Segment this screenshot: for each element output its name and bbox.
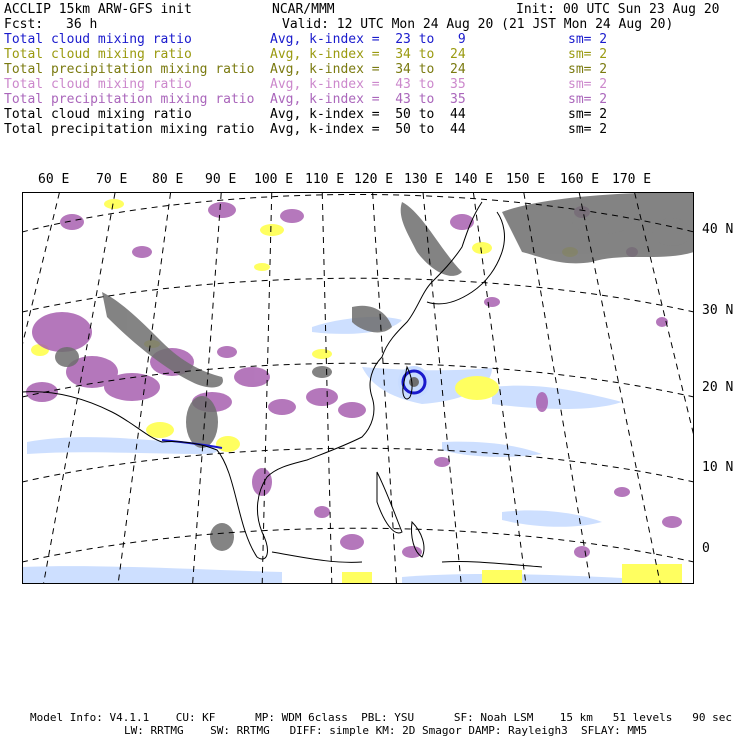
legend-avg: Avg, k-index = 34 to 24 — [270, 62, 466, 77]
legend-smoothing: sm= 2 — [568, 62, 608, 77]
legend-avg: Avg, k-index = 50 to 44 — [270, 107, 466, 122]
legend-smoothing: sm= 2 — [568, 107, 608, 122]
lon-label: 80 E — [152, 172, 184, 187]
legend-avg: Avg, k-index = 34 to 24 — [270, 47, 466, 62]
legend-name: Total cloud mixing ratio — [4, 47, 192, 62]
lat-label: 0 — [702, 541, 710, 556]
valid-time: Valid: 12 UTC Mon 24 Aug 20 (21 JST Mon 24 Aug 20) — [282, 17, 674, 32]
legend-name: Total cloud mixing ratio — [4, 107, 192, 122]
model-info-line1: Model Info: V4.1.1 CU: KF MP: WDM 6class PBL: YSU SF: Noah LSM 15 km 51 levels 90 sec — [30, 711, 732, 724]
lat-label: 30 N — [702, 303, 734, 318]
legend-smoothing: sm= 2 — [568, 92, 608, 107]
lon-label: 100 E — [254, 172, 294, 187]
forecast-hour: 36 h — [66, 17, 98, 32]
lon-label: 140 E — [454, 172, 494, 187]
legend-name: Total cloud mixing ratio — [4, 32, 192, 47]
lon-label: 120 E — [354, 172, 394, 187]
legend-name: Total precipitation mixing ratio — [4, 122, 255, 137]
legend-name: Total precipitation mixing ratio — [4, 92, 255, 107]
legend-avg: Avg, k-index = 23 to 9 — [270, 32, 466, 47]
lat-label: 20 N — [702, 380, 734, 395]
legend-smoothing: sm= 2 — [568, 77, 608, 92]
init-time: Init: 00 UTC Sun 23 Aug 20 — [516, 2, 720, 17]
legend-smoothing: sm= 2 — [568, 47, 608, 62]
legend-smoothing: sm= 2 — [568, 122, 608, 137]
lon-label: 150 E — [506, 172, 546, 187]
model-title: ACCLIP 15km ARW-GFS init — [4, 2, 192, 17]
lon-label: 110 E — [305, 172, 345, 187]
legend-avg: Avg, k-index = 43 to 35 — [270, 92, 466, 107]
organization-label: NCAR/MMM — [272, 2, 335, 17]
legend-name: Total cloud mixing ratio — [4, 77, 192, 92]
model-info-line2: LW: RRTMG SW: RRTMG DIFF: simple KM: 2D Smagor DAMP: Rayleigh3 SFLAY: MM5 — [124, 724, 648, 737]
lon-label: 70 E — [96, 172, 128, 187]
lon-label: 130 E — [404, 172, 444, 187]
lat-label: 40 N — [702, 222, 734, 237]
lon-label: 60 E — [38, 172, 70, 187]
cloud-map — [22, 192, 694, 584]
legend-avg: Avg, k-index = 50 to 44 — [270, 122, 466, 137]
lon-label: 170 E — [612, 172, 652, 187]
lon-label: 90 E — [205, 172, 237, 187]
forecast-label: Fcst: — [4, 17, 44, 32]
lon-label: 160 E — [560, 172, 600, 187]
legend-name: Total precipitation mixing ratio — [4, 62, 255, 77]
legend-smoothing: sm= 2 — [568, 32, 608, 47]
legend-avg: Avg, k-index = 43 to 35 — [270, 77, 466, 92]
lat-label: 10 N — [702, 460, 734, 475]
